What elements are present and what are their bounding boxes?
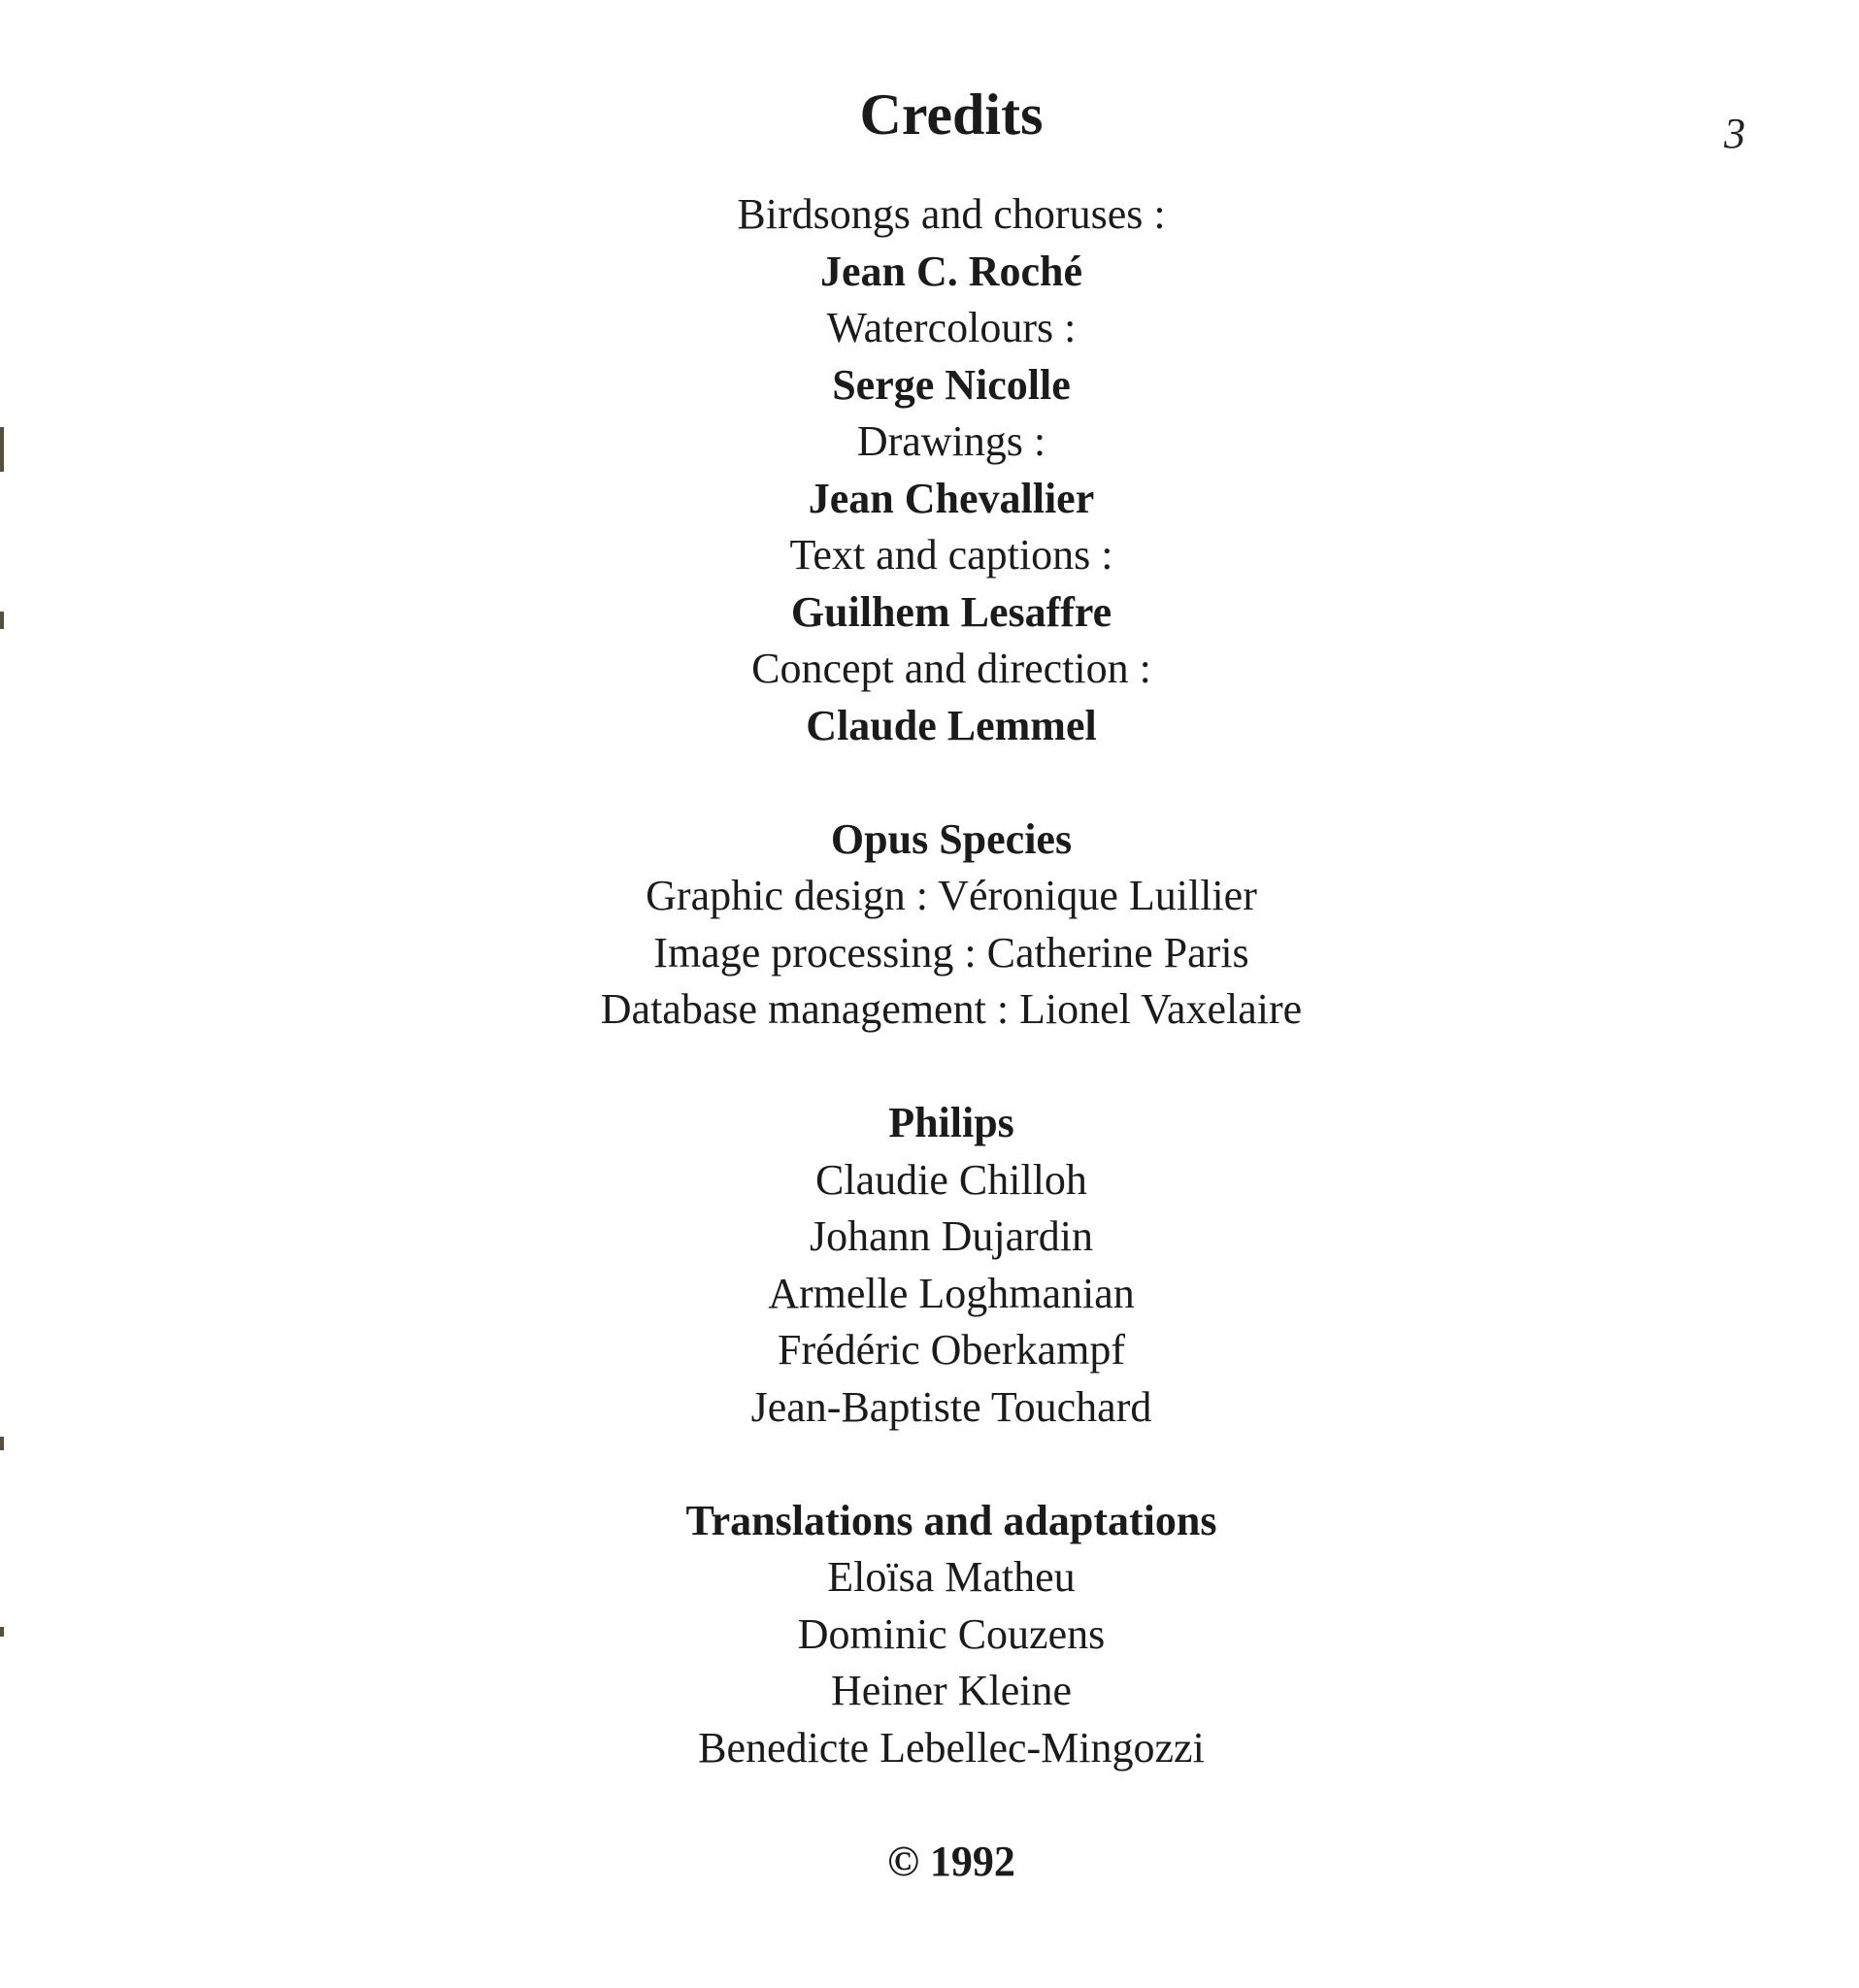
page-edge-mark [0, 1437, 4, 1450]
section-spacer [349, 1436, 1553, 1493]
credit-name: Jean C. Roché [819, 247, 1083, 295]
section-line: Benedicte Lebellec-Mingozzi [698, 1723, 1205, 1772]
translations-section [349, 1493, 1553, 1777]
credit-name: Guilhem Lesaffre [790, 587, 1112, 636]
section-spacer [349, 1039, 1553, 1096]
section-line: Claudie Chilloh [815, 1155, 1087, 1204]
section-line: Image processing : Catherine Paris [653, 928, 1249, 977]
credit-name: Claude Lemmel [806, 701, 1097, 749]
section-line: Frédéric Oberkampf [778, 1326, 1125, 1374]
credit-role: Watercolours : [826, 304, 1077, 351]
page-edge-mark [0, 1627, 4, 1637]
section-spacer [349, 1776, 1553, 1834]
page-edge-mark [0, 612, 4, 629]
section-spacer [349, 754, 1553, 812]
opus-species-section [349, 812, 1553, 1039]
section-line: Armelle Loghmanian [768, 1269, 1135, 1317]
section-heading: Translations and adaptations [685, 1496, 1217, 1544]
credit-role: Birdsongs and choruses : [737, 190, 1166, 238]
credits-column [349, 80, 1553, 1890]
page-number: 3 [1724, 110, 1745, 157]
copyright-notice: © 1992 [887, 1837, 1015, 1885]
philips-section [349, 1095, 1553, 1436]
credit-name: Jean Chevallier [808, 474, 1095, 522]
credit-role: Drawings : [856, 417, 1046, 465]
page-title: Credits [859, 83, 1044, 147]
section-heading: Philips [888, 1099, 1014, 1146]
credit-role: Concept and direction : [751, 645, 1151, 692]
section-line: Jean-Baptiste Touchard [750, 1382, 1152, 1431]
section-line: Eloïsa Matheu [827, 1553, 1076, 1601]
section-line: Dominic Couzens [797, 1609, 1106, 1658]
section-line: Graphic design : Véronique Luillier [646, 872, 1257, 919]
section-line: Johann Dujardin [809, 1212, 1094, 1260]
main-credits [349, 186, 1553, 754]
page-edge-mark [0, 427, 4, 472]
section-line: Database management : Lionel Vaxelaire [600, 985, 1303, 1033]
credit-role: Text and captions : [789, 531, 1113, 579]
section-heading: Opus Species [830, 814, 1073, 863]
section-line: Heiner Kleine [831, 1667, 1072, 1714]
credit-name: Serge Nicolle [832, 360, 1071, 409]
